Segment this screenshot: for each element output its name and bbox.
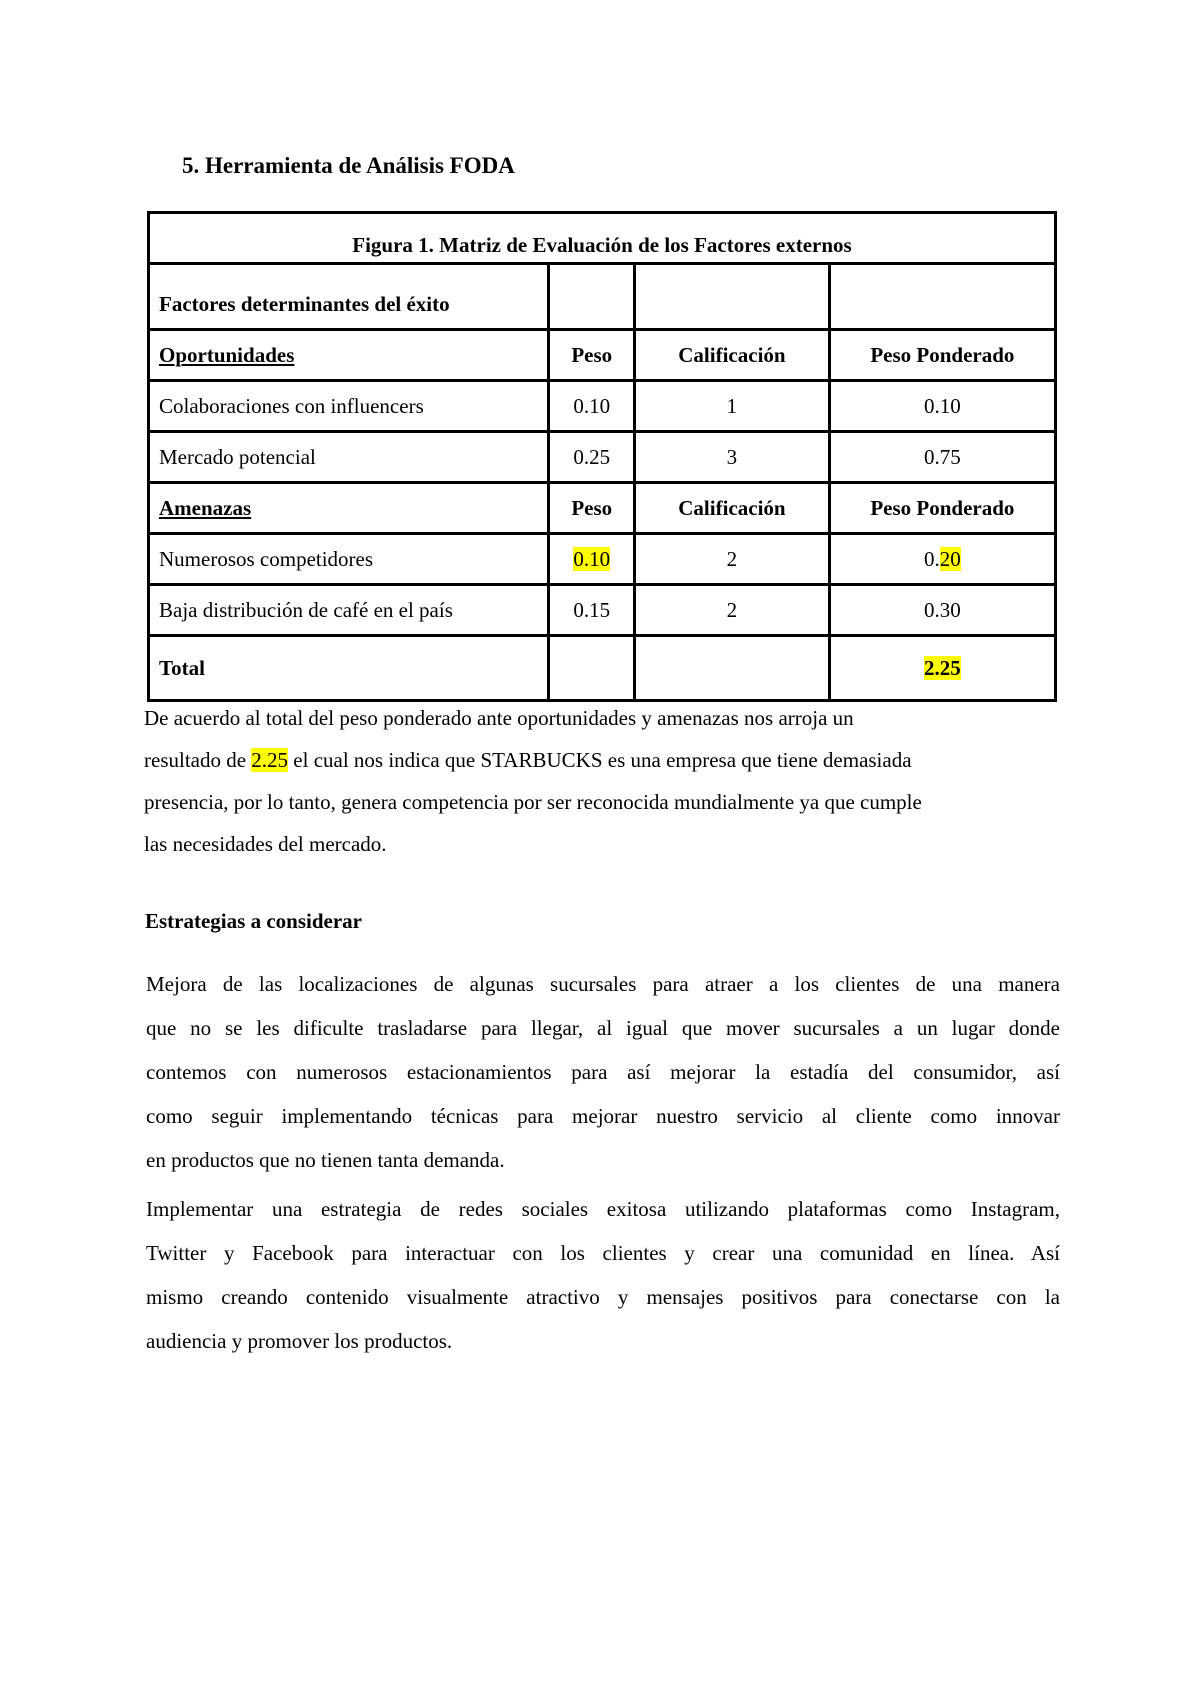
- text-line: que no se les dificulte trasladarse para llegar, al igual que mover sucursales a un lugar donde: [146, 1016, 1060, 1040]
- text-line: presencia, por lo tanto, genera competencia por ser reconocida mundialmente ya que cumple: [144, 790, 922, 814]
- peso-cell: 0.25: [549, 432, 635, 483]
- calificacion-cell: 1: [635, 381, 830, 432]
- text-line: audiencia y promover los productos.: [146, 1329, 453, 1353]
- text-line: las necesidades del mercado.: [144, 832, 387, 856]
- strategy-paragraph-1: [146, 962, 1060, 1182]
- text-line: Mejora de las localizaciones de algunas sucursales para atraer a los clientes de una manera: [146, 972, 1060, 996]
- column-header-peso-ponderado: Peso Ponderado: [829, 330, 1055, 381]
- peso-cell: 0.10: [549, 381, 635, 432]
- column-header-peso: Peso: [549, 483, 635, 534]
- section-name-oportunidades: Oportunidades: [149, 330, 549, 381]
- text-line: en productos que no tienen tanta demanda.: [146, 1148, 505, 1172]
- table-row: [149, 585, 1056, 636]
- text-line: contemos con numerosos estacionamientos para así mejorar la estadía del consumidor, así: [146, 1060, 1060, 1084]
- calificacion-cell: 2: [635, 534, 830, 585]
- text-line: [144, 739, 1064, 781]
- table-row-section-header: [149, 483, 1056, 534]
- column-header-calificacion: Calificación: [635, 330, 830, 381]
- text-fragment: el cual nos indica que STARBUCKS es una empresa que tiene demasiada: [288, 748, 912, 772]
- column-header-peso-ponderado: Peso Ponderado: [829, 483, 1055, 534]
- ponderado-cell: 0.75: [829, 432, 1055, 483]
- empty-cell: [829, 264, 1055, 330]
- factor-cell: Colaboraciones con influencers: [149, 381, 549, 432]
- ponderado-cell: 0.10: [829, 381, 1055, 432]
- text-line: Twitter y Facebook para interactuar con los clientes y crear una comunidad en línea. Así: [146, 1241, 1060, 1265]
- empty-cell: [635, 636, 830, 701]
- table-row: [149, 381, 1056, 432]
- highlighted-value: 0.10: [573, 546, 611, 571]
- factor-cell: Numerosos competidores: [149, 534, 549, 585]
- factor-cell: Mercado potencial: [149, 432, 549, 483]
- peso-cell: 0.15: [549, 585, 635, 636]
- highlighted-value: 2.25: [251, 748, 289, 772]
- text-line: Implementar una estrategia de redes sociales exitosa utilizando plataformas como Instagram,: [146, 1197, 1060, 1221]
- factor-cell: Baja distribución de café en el país: [149, 585, 549, 636]
- table-row-total: [149, 636, 1056, 701]
- factors-header: Factores determinantes del éxito: [149, 264, 549, 330]
- table-row-section-header: [149, 330, 1056, 381]
- table-row: [149, 264, 1056, 330]
- section-heading: 5. Herramienta de Análisis FODA: [182, 153, 515, 178]
- strategy-paragraph-2: [146, 1187, 1060, 1363]
- external-factors-matrix: [147, 211, 1057, 702]
- text-line: De acuerdo al total del peso ponderado ante oportunidades y amenazas nos arroja un: [144, 706, 854, 730]
- total-value-cell: [829, 636, 1055, 701]
- ponderado-cell: 0.30: [829, 585, 1055, 636]
- empty-cell: [635, 264, 830, 330]
- section-name-amenazas: Amenazas: [149, 483, 549, 534]
- strategies-heading: Estrategias a considerar: [145, 909, 362, 933]
- column-header-peso: Peso: [549, 330, 635, 381]
- text-line: mismo creando contenido visualmente atractivo y mensajes positivos para conectarse con la: [146, 1285, 1060, 1309]
- calificacion-cell: 2: [635, 585, 830, 636]
- conclusion-paragraph: [144, 697, 1064, 865]
- text-fragment: resultado de: [144, 748, 252, 772]
- table-row: [149, 534, 1056, 585]
- ponderado-prefix: 0.: [923, 546, 940, 571]
- highlighted-value: 20: [939, 546, 961, 571]
- table-row: [149, 432, 1056, 483]
- column-header-calificacion: Calificación: [635, 483, 830, 534]
- empty-cell: [549, 264, 635, 330]
- text-line: como seguir implementando técnicas para mejorar nuestro servicio al cliente como innovar: [146, 1104, 1060, 1128]
- peso-cell: [549, 534, 635, 585]
- empty-cell: [549, 636, 635, 701]
- total-label: Total: [149, 636, 549, 701]
- table-title: Figura 1. Matriz de Evaluación de los Factores externos: [149, 213, 1056, 264]
- total-value: 2.25: [923, 655, 961, 680]
- calificacion-cell: 3: [635, 432, 830, 483]
- ponderado-cell: [829, 534, 1055, 585]
